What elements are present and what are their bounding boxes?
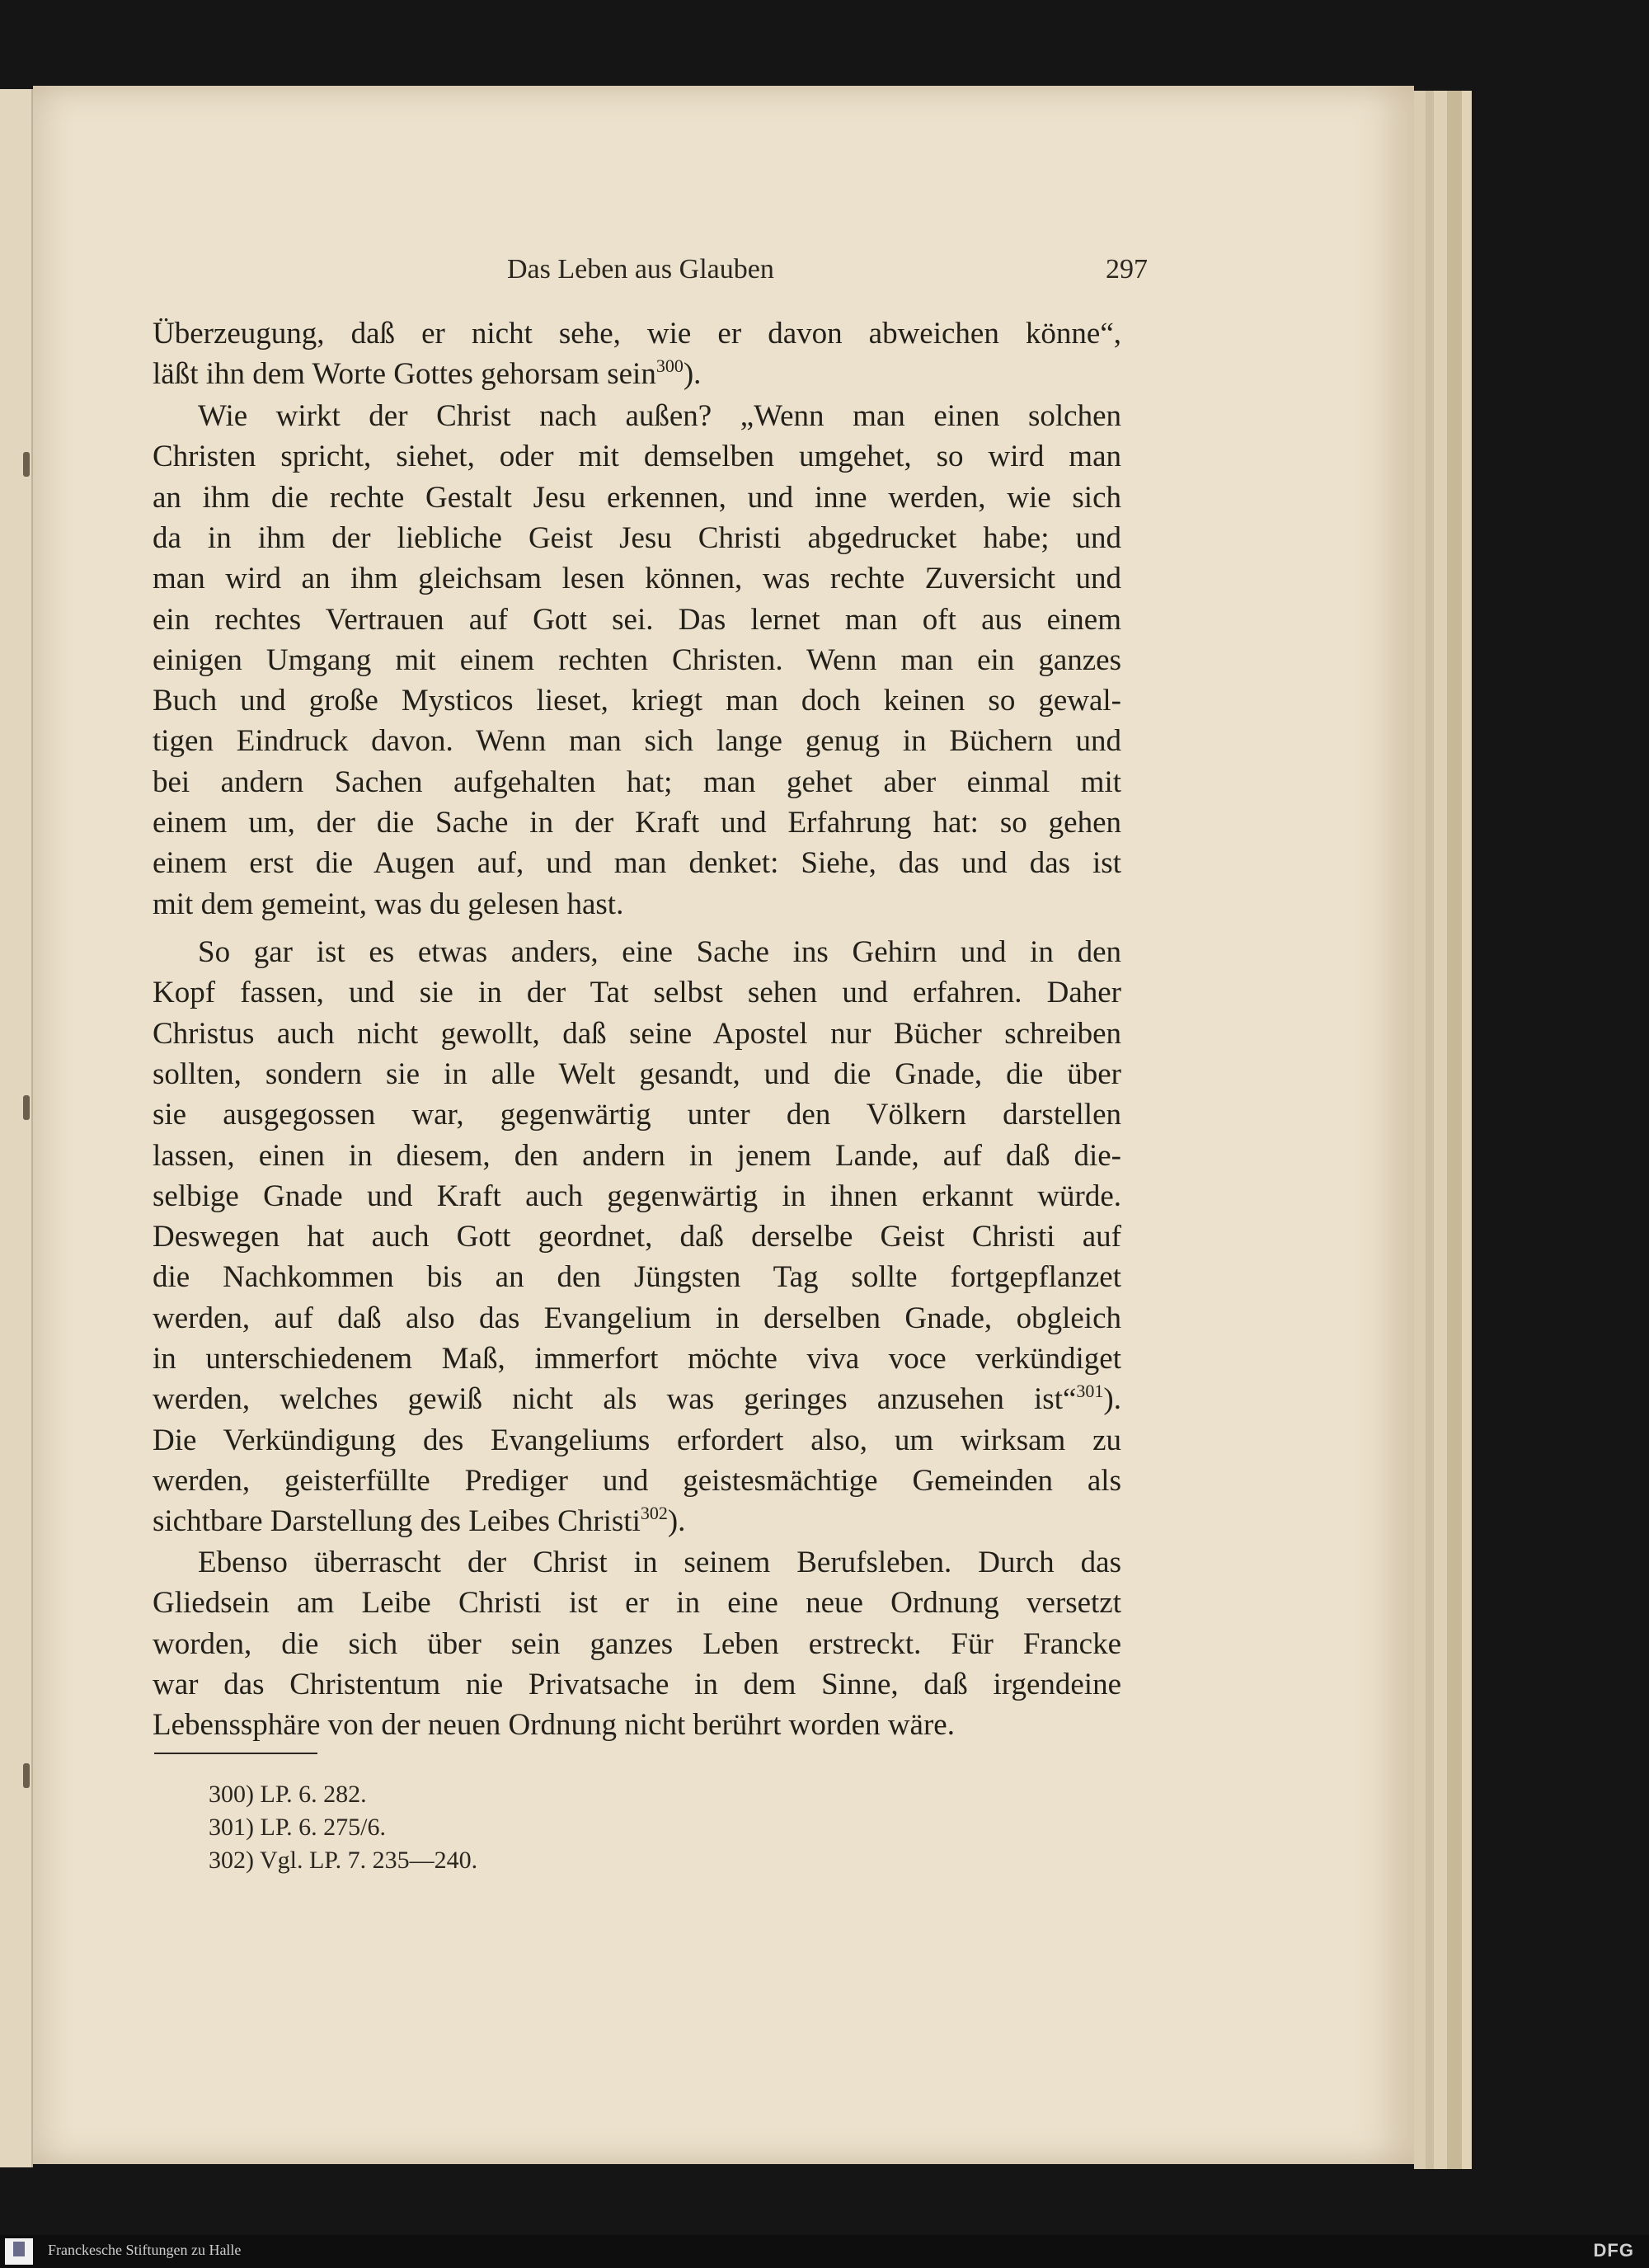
footnote: 300) LP. 6. 282. [209, 1781, 367, 1808]
page-stack-edge [1434, 91, 1447, 2169]
text-line: Buch und große Mysticos lieset, kriegt man doch keinen so gewal- [153, 684, 1121, 718]
text-line: einigen Umgang mit einem rechten Christen. Wenn man ein ganzes [153, 643, 1121, 677]
page-number: 297 [1106, 254, 1148, 285]
page-stack-edge [1414, 91, 1426, 2169]
text-line: einem erst die Augen auf, und man denket: Siehe, das und das ist [153, 846, 1121, 880]
text-line: in unterschiedenem Maß, immerfort möchte viva voce verkündiget [153, 1342, 1121, 1376]
text-line: da in ihm der liebliche Geist Jesu Christi abgedrucket habe; und [153, 521, 1121, 555]
text-line: sichtbare Darstellung des Leibes Christi$^{302}$). [153, 1503, 686, 1538]
text-line: Wie wirkt der Christ nach außen? „Wenn man einen solchen [198, 399, 1121, 433]
running-header [33, 254, 1414, 295]
footnote-rule [154, 1753, 317, 1754]
text-line: sie ausgegossen war, gegenwärtig unter den Völkern darstellen [153, 1098, 1121, 1132]
dfg-logo[interactable]: DFG [1593, 2240, 1634, 2261]
text-line: Christus auch nicht gewollt, daß seine Apostel nur Bücher schreiben [153, 1017, 1121, 1051]
text-line: werden, geisterfüllte Prediger und geistesmächtige Gemeinden als [153, 1464, 1121, 1498]
page-mark [23, 1763, 30, 1788]
text-line: lassen, einen in diesem, den andern in jenem Lande, auf daß die- [153, 1139, 1121, 1173]
page-mark [23, 452, 30, 477]
page-mark [23, 1095, 30, 1120]
facing-page-edge [0, 89, 33, 2167]
viewer-footer [0, 2235, 1649, 2268]
text-line: Lebenssphäre von der neuen Ordnung nicht berührt worden wäre. [153, 1708, 955, 1742]
text-line: an ihm die rechte Gestalt Jesu erkennen, und inne werden, wie sich [153, 481, 1121, 515]
text-line: man wird an ihm gleichsam lesen können, was rechte Zuversicht und [153, 562, 1121, 595]
text-line: läßt ihn dem Worte Gottes gehorsam sein$^{300}$). [153, 355, 702, 391]
footnote-ref: 300 [655, 355, 684, 376]
text-line: ein rechtes Vertrauen auf Gott sei. Das lernet man oft aus einem [153, 603, 1121, 637]
text-line: mit dem gemeint, was du gelesen hast. [153, 887, 624, 921]
text-line: Gliedsein am Leibe Christi ist er in eine neue Ordnung versetzt [153, 1586, 1121, 1620]
institution-name[interactable]: Franckesche Stiftungen zu Halle [48, 2242, 242, 2258]
text-line: werden, welches gewiß nicht als was geringes anzusehen ist“$^{301}$). [153, 1381, 1121, 1416]
text-line: bei andern Sachen aufgehalten hat; man gehet aber einmal mit [153, 765, 1121, 799]
stiftungen-logo-icon[interactable] [5, 2238, 33, 2265]
footnote-ref: 301 [1076, 1381, 1104, 1401]
text-line: Deswegen hat auch Gott geordnet, daß derselbe Geist Christi auf [153, 1220, 1121, 1254]
text-line: Überzeugung, daß er nicht sehe, wie er davon abweichen könne“, [153, 317, 1121, 351]
text-line: Kopf fassen, und sie in der Tat selbst sehen und erfahren. Daher [153, 976, 1121, 1009]
text-line: die Nachkommen bis an den Jüngsten Tag sollte fortgepflanzet [153, 1260, 1121, 1294]
text-line: Die Verkündigung des Evangeliums erfordert also, um wirksam zu [153, 1423, 1121, 1457]
footnote-ref: 302 [640, 1503, 668, 1523]
text-line: worden, die sich über sein ganzes Leben erstreckt. Für Francke [153, 1627, 1121, 1661]
text-line: war das Christentum nie Privatsache in dem Sinne, daß irgendeine [153, 1668, 1121, 1701]
text-line: So gar ist es etwas anders, eine Sache ins Gehirn und in den [198, 935, 1121, 969]
page-stack-edge [1447, 91, 1462, 2169]
text-line: werden, auf daß also das Evangelium in derselben Gnade, obgleich [153, 1301, 1121, 1335]
text-line: Ebenso überrascht der Christ in seinem Berufsleben. Durch das [198, 1546, 1121, 1579]
text-line: tigen Eindruck davon. Wenn man sich lange genug in Büchern und [153, 724, 1121, 758]
page-stack-edge [1426, 91, 1434, 2169]
text-line: einem um, der die Sache in der Kraft und Erfahrung hat: so gehen [153, 806, 1121, 840]
text-line: selbige Gnade und Kraft auch gegenwärtig in ihnen erkannt würde. [153, 1179, 1121, 1213]
footnote: 302) Vgl. LP. 7. 235—240. [209, 1847, 478, 1874]
text-line: sollten, sondern sie in alle Welt gesandt, und die Gnade, die über [153, 1057, 1121, 1091]
footnote: 301) LP. 6. 275/6. [209, 1814, 387, 1841]
page-stack-edge [1462, 91, 1472, 2169]
text-line: Christen spricht, siehet, oder mit demselben umgehet, so wird man [153, 440, 1121, 473]
running-head-title: Das Leben aus Glauben [507, 254, 774, 285]
